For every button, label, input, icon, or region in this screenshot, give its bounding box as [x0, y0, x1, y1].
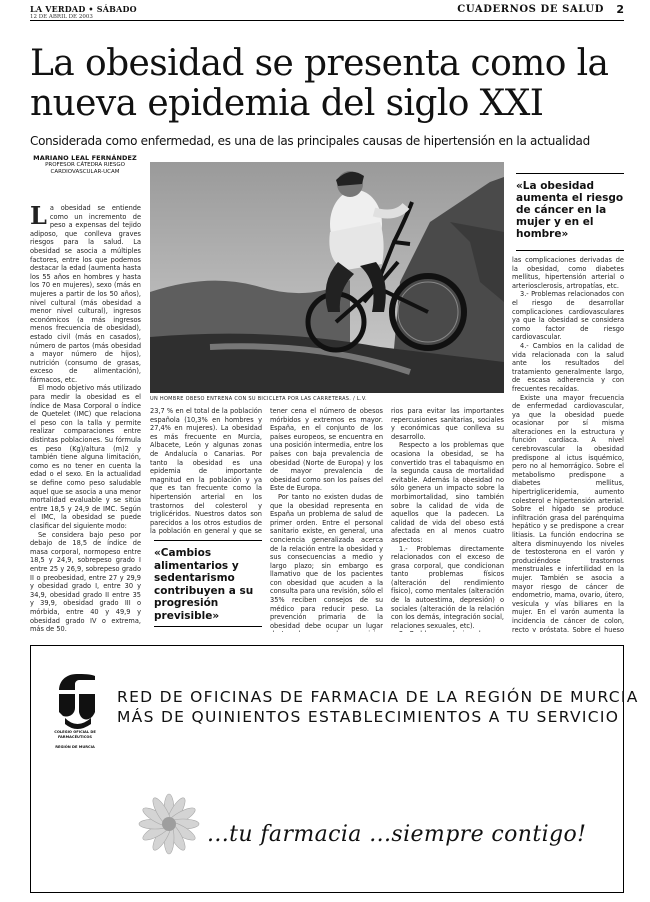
- paragraph: Se considera bajo peso por debajo de 18,5 de índice de masa corporal, normopeso entre 18,5 y 24,9, sobrepeso grado I entre 25 y 26,9, sobrepeso grado II o preobesidad, entre 27 y 29,9 y obesidad grado I, entre 30 y 34,9, obesidad grado II entre 35 y 39,9, obesidad grado III o mórbida, entre 40 y 49,9 y obesidad grado IV o extrema, más de 50.: [30, 530, 141, 632]
- section-name: CUADERNOS DE SALUD: [457, 4, 604, 15]
- paragraph: 1.- Problemas directamente relacionados con el exceso de grasa corporal, que condicionan tanto problemas físicos (alteración del rendimiento físico), como mentales (alteración de la autoestima, depresión) o sociales (alteración de la relación con los demás, integración social, relaciones sexuales, etc).: [391, 544, 504, 630]
- headline: La obesidad se presenta como la nueva epidemia del siglo XXI: [30, 43, 609, 124]
- paragraph: Por tanto no existen dudas de que la obesidad representa en España un problema de salud de primer orden. Entre el personal sanitario existe, en general, una conciencia generalizada acerca de la relación entre la obesidad y sus consecuencias a medio y largo plazo; sin embargo es llamativo que de los pacientes con obesidad que acuden a la consulta para una revisión, sólo el 35% reciben consejos de su médico para reducir peso. La prevención primaria de la obesidad debe ocupar un lugar: [270, 492, 383, 630]
- body-column-5: [512, 256, 624, 632]
- paragraph: El modo objetivo más utilizado para medir la obesidad es el índice de Masa Corporal o índice de Quetelet (IMC) que relaciona el peso con la talla y permite realizar comparaciones entre distintas poblaciones. Su fórmula es peso (Kg)/altura (m)2 y también tiene alguna limitación, como es no tener en cuenta la edad o el sexo. En la actualidad se define como peso saludable aquel que se asocia a una menor mortalidad evaluable y se sitúa entre 18,5 y 24,9 de IMC. Según el IMC, la obesidad se puede clasificar del siguiente modo:: [30, 384, 141, 530]
- ad-headline-2: MÁS DE QUINIENTOS ESTABLECIMIENTOS A TU SERVICIO: [117, 708, 620, 726]
- paragraph: tener cena el número de obesos mórbidos y extremos es mayor. España, en el conjunto de los países europeos, se encuentra en una posición intermedia, entre los países con baja prevalencia de obesidad (Norte de Europa) y los de mayor prevalencia de obesidad como son los países del Este de Europa.: [270, 407, 383, 493]
- ad-headline-1: RED DE OFICINAS DE FARMACIA DE LA REGIÓN DE MURCIA: [117, 688, 639, 706]
- photo-caption: UN HOMBRE OBESO ENTRENA CON SU BICICLETA POR LAS CARRETERAS. / L.V.: [150, 396, 367, 402]
- body-column-1: [30, 204, 141, 632]
- subheadline: Considerada como enfermedad, es una de las principales causas de hipertensión en la actualidad: [30, 134, 590, 148]
- paragraph: La obesidad se entiende como un incremento de peso a expensas del tejido adiposo, que conlleva graves riesgos para la salud. La obesidad se asocia a múltiples factores, entre los que podemos destacar la edad (aumenta hasta los 55 años en hombres y hasta los 70 en mujeres), sexo (más en mujeres a partir de los 50 años), nivel cultural (más obesidad a menor nivel cultural), ingresos económicos (a más ingresos menos frecuencia de obesidad), estado civil (más en casados), número de partos (más obesidad a mayor número de hijos), nutrición (consumo de grasas, exceso de alimentación), fármacos, etc.: [30, 204, 141, 384]
- body-column-2: [150, 407, 262, 535]
- newspaper-name: LA VERDAD • SÁBADO: [30, 4, 137, 14]
- pull-quote-1: «La obesidad aumenta el riesgo de cáncer en la mujer y en el hombre»: [516, 173, 624, 251]
- paragraph: rios para evitar las importantes repercusiones sanitarias, sociales y económicas que conlleva su desarrollo.: [391, 407, 504, 441]
- paragraph: [391, 630, 504, 632]
- paragraph: 4.- Cambios en la calidad de vida relacionada con la salud ante los resultados del tratamiento generalmente largo, de escasa adherencia y con frecuentes recaídas.: [512, 341, 624, 393]
- body-column-3: [270, 407, 383, 632]
- author-name: MARIANO LEAL FERNÁNDEZ: [33, 154, 137, 162]
- byline: [30, 154, 140, 176]
- ad-slogan: ...tu farmacia ...siempre contigo!: [207, 822, 587, 847]
- issue-date: 12 DE ABRIL DE 2003: [30, 14, 93, 20]
- organization-name: COLEGIO OFICIAL DE FARMACÉUTICOS: [54, 730, 96, 739]
- cyclist-photo: [150, 162, 504, 393]
- paragraph: Respecto a los problemas que ocasiona la obesidad, se ha convertido tras el tabaquismo en la segunda causa de mortalidad evitable. Además la obesidad no sólo genera un impacto sobre la morbimortalidad, sino también sobre la calidad de vida de aquellos que la padecen. La calidad de vida del obeso está afectada en al menos cuatro aspectos:: [391, 441, 504, 544]
- paragraph: 23,7 % en el total de la población española (10,3% en hombres y 27,4% en mujeres). La obesidad es más frecuente en Murcia, Albacete, León y algunas zonas de Andalucía o Canarias. Por tanto la obesidad es una epidemia de importante magnitud en la población y ya que es tan frecuente como la hipertensión arterial en los trastornos del colesterol y triglicéridos. Nuestros datos son parecidos a los otros estudios de la población en general y que se: [150, 407, 262, 535]
- pharmacy-advertisement: [30, 645, 639, 893]
- paragraph: Existe una mayor frecuencia de enfermedad cardiovascular, ya que la obesidad puede ocasionar por sí misma alteraciones en la estructura y función cardíaca. A nivel cerebrovascular la obesidad predispone al ictus isquémico, pero no al hemorrágico. Sobre el metabolismo predispone a diabetes mellitus, hipertrigliceridemia, aumento colesterol e hipertensión arterial. Sobre el hígado se produce infiltración grasa del parénquima hepático y se predispone a crear litiasis. La función endocrina se altera disminuyendo los niveles de testosterona en el varón y produciéndose trastornos menstruales e infertilidad en la mujer. También se asocia a mayor riesgo de cáncer de endometrio, mama, ovario, útero, vesícula y vías biliares en la mujer. En el varón aumenta la incidencia de cáncer de colon, recto y próstata. Sobre el hueso: [512, 393, 624, 632]
- page-number: 2: [616, 3, 624, 16]
- organization-region: REGIÓN DE MURCIA: [55, 745, 95, 749]
- body-column-4: [391, 407, 504, 632]
- drop-cap: L: [30, 204, 47, 230]
- pull-quote-2: «Cambios alimentarios y sedentarismo contribuyen a su progresión previsible»: [154, 540, 262, 627]
- paragraph: las complicaciones derivadas de la obesidad, como diabetes mellitus, hipertensión arterial o arteriosclerosis, artropatías, etc.: [512, 256, 624, 290]
- flower-icon: [137, 792, 201, 856]
- page-header: [30, 4, 624, 20]
- paragraph: 3.- Problemas relacionados con el riesgo de desarrollar complicaciones cardiovasculares ya que la obesidad se considera como factor de riesgo cardiovascular.: [512, 290, 624, 342]
- header-rule: [30, 20, 624, 21]
- cyclist-illustration: [150, 162, 504, 393]
- pharmacists-college-logo-icon: [57, 672, 97, 730]
- author-role: PROFESOR CÁTEDRA RIESGO CARDIOVASCULAR-UCAM: [45, 162, 125, 175]
